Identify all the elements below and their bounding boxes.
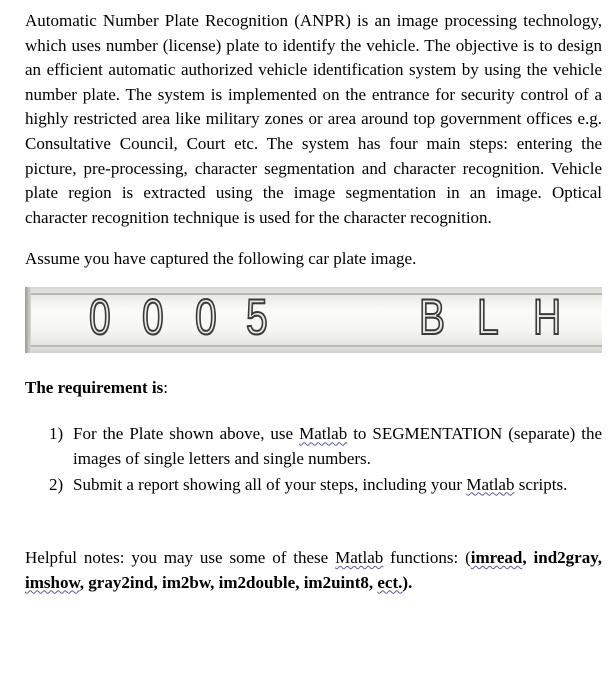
assume-text: Assume you have captured the following car plate image. — [25, 249, 417, 269]
notes-middle: functions: ( — [383, 548, 471, 568]
plate-edge — [25, 287, 31, 353]
function-name: im2uint8 — [303, 572, 369, 592]
plate-surface — [25, 293, 602, 347]
function-separator: , — [522, 548, 534, 568]
function-name: im2bw — [161, 572, 211, 592]
function-name: imshow — [25, 572, 80, 592]
matlab-keyword: Matlab — [299, 424, 348, 444]
requirement-text: scripts. — [514, 474, 568, 494]
function-separator: , — [368, 572, 378, 592]
plate-char-5: B — [419, 289, 446, 346]
function-separator: , — [295, 572, 304, 592]
car-plate-image — [25, 287, 602, 353]
requirement-text: For the Plate shown above, use — [73, 424, 300, 444]
intro-paragraph: Automatic Number Plate Recognition (ANPR) is an image processing technology, which uses number (license) plate to identify the vehicle. The objective is to design an efficient automatic authorized vehicle identification system by using the vehicle number plate. The system is implemented on the entrance for security control of a highly restricted area like military zones or area around top government offices e.g. Consultative Council, Court etc. The system has four main steps: entering the picture, pre-processing, character segmentation and character recognition. Vehicle plate region is extracted using the image segmentation in an image. Optical character recognition technique is used for the character recognition. — [25, 11, 602, 227]
matlab-keyword: Matlab — [335, 548, 384, 568]
requirement-item-2 — [25, 473, 602, 498]
plate-char-7: H — [533, 289, 562, 346]
plate-char-4: 5 — [246, 289, 268, 346]
requirement-item-1 — [25, 422, 602, 471]
notes-prefix: Helpful notes: you may use some of these — [25, 548, 336, 568]
function-name: gray2ind — [88, 572, 154, 592]
function-separator: , — [153, 572, 162, 592]
function-name: imread — [470, 548, 523, 568]
function-separator: , — [79, 572, 89, 592]
requirement-heading — [25, 376, 602, 400]
requirement-number: 2) — [49, 474, 64, 494]
plate-char-1: 0 — [89, 289, 111, 346]
function-separator: , — [210, 572, 219, 592]
plate-char-2: 0 — [142, 289, 164, 346]
notes-suffix: ). — [402, 572, 413, 592]
requirement-heading-suffix: : — [163, 378, 168, 398]
requirement-list — [25, 422, 602, 497]
plate-char-6: L — [477, 289, 499, 346]
plate-char-3: 0 — [195, 289, 217, 346]
requirement-text: to SEGMENTATION (separate) the images of single letters and single numbers. — [73, 424, 602, 468]
requirement-number: 1) — [49, 424, 64, 444]
helpful-notes — [25, 546, 602, 595]
document-page — [25, 9, 602, 595]
function-name: im2double — [218, 572, 296, 592]
function-name: ind2gray — [533, 548, 598, 568]
requirement-heading-bold: The requirement is — [25, 378, 164, 398]
function-name: ect. — [377, 572, 403, 592]
requirement-text: Submit a report showing all of your steps, including your — [73, 474, 467, 494]
function-separator: , — [597, 548, 603, 568]
matlab-keyword: Matlab — [466, 474, 515, 494]
